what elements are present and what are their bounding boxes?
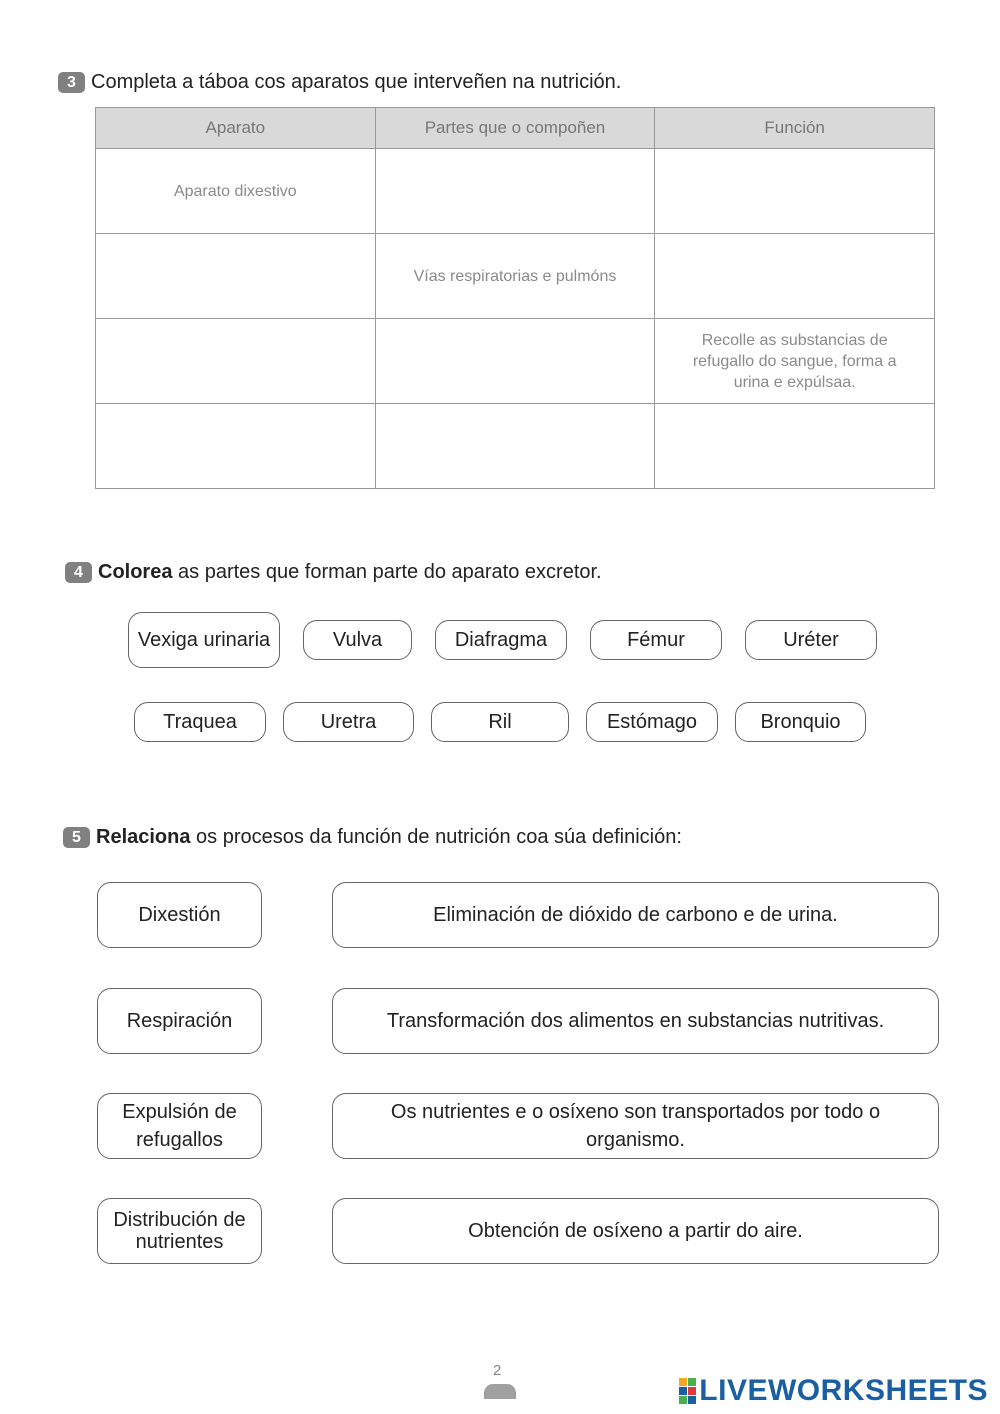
option-estomago[interactable]: Estómago [586, 702, 718, 742]
option-traquea[interactable]: Traquea [134, 702, 266, 742]
cell-r1-partes[interactable] [375, 149, 655, 234]
liveworksheets-wordmark: LIVEWORKSHEETS [699, 1374, 988, 1407]
cell-r4-partes[interactable] [375, 404, 655, 489]
definition-transformacion[interactable]: Transformación dos alimentos en substancias nutritivas. [332, 988, 939, 1054]
cell-r2-aparato[interactable] [96, 234, 376, 319]
page-tab-decoration [484, 1384, 516, 1399]
cell-r2-partes: Vías respiratorias e pulmóns [375, 234, 655, 319]
q4-number-badge: 4 [65, 562, 92, 583]
header-funcion: Función [655, 108, 935, 149]
definition-transporte-nutrientes[interactable]: Os nutrientes e o osíxeno son transportados por todo o organismo. [332, 1093, 939, 1159]
q3-heading [58, 71, 621, 94]
definition-eliminacion[interactable]: Eliminación de dióxido de carbono e de urina. [332, 882, 939, 948]
header-partes: Partes que o compoñen [375, 108, 655, 149]
option-ril[interactable]: Ril [431, 702, 569, 742]
q4-instruction-bold: Colorea [98, 561, 173, 583]
cell-r3-partes[interactable] [375, 319, 655, 404]
table-row [96, 404, 935, 489]
page-number: 2 [493, 1362, 502, 1379]
option-bronquio[interactable]: Bronquio [735, 702, 866, 742]
cell-r1-aparato: Aparato dixestivo [96, 149, 376, 234]
q5-heading [63, 826, 682, 849]
table-row [96, 234, 935, 319]
option-vulva[interactable]: Vulva [303, 620, 412, 660]
nutrition-table [95, 107, 935, 489]
definition-obtencion-osixeno[interactable]: Obtención de osíxeno a partir do aire. [332, 1198, 939, 1264]
option-ureter[interactable]: Uréter [745, 620, 877, 660]
q4-instruction-rest: as partes que forman parte do aparato excretor. [172, 561, 602, 583]
cell-r2-funcion[interactable] [655, 234, 935, 319]
q3-number-badge: 3 [58, 72, 85, 93]
cell-r3-funcion: Recolle as substancias de refugallo do sangue, forma a urina e expúlsaa. [655, 319, 935, 404]
q4-heading [65, 561, 602, 584]
option-femur[interactable]: Fémur [590, 620, 722, 660]
cell-r1-funcion[interactable] [655, 149, 935, 234]
table-row [96, 319, 935, 404]
process-distribucion-nutrientes[interactable]: Distribución de nutrientes [97, 1198, 262, 1264]
table-row [96, 149, 935, 234]
cell-r4-aparato[interactable] [96, 404, 376, 489]
option-diafragma[interactable]: Diafragma [435, 620, 567, 660]
q5-instruction-bold: Relaciona [96, 826, 191, 848]
option-uretra[interactable]: Uretra [283, 702, 414, 742]
header-aparato: Aparato [96, 108, 376, 149]
process-dixestion[interactable]: Dixestión [97, 882, 262, 948]
option-vexiga-urinaria[interactable]: Vexiga urinaria [128, 612, 280, 668]
cell-r4-funcion[interactable] [655, 404, 935, 489]
q5-instruction-rest: os procesos da función de nutrición coa súa definición: [190, 826, 682, 848]
process-expulsion-refugallos[interactable]: Expulsión de refugallos [97, 1093, 262, 1159]
liveworksheets-logo [679, 1374, 988, 1408]
process-respiracion[interactable]: Respiración [97, 988, 262, 1054]
cell-r3-aparato[interactable] [96, 319, 376, 404]
q5-number-badge: 5 [63, 827, 90, 848]
liveworksheets-mark-icon [679, 1378, 696, 1404]
q3-instruction: Completa a táboa cos aparatos que interveñen na nutrición. [91, 71, 622, 93]
